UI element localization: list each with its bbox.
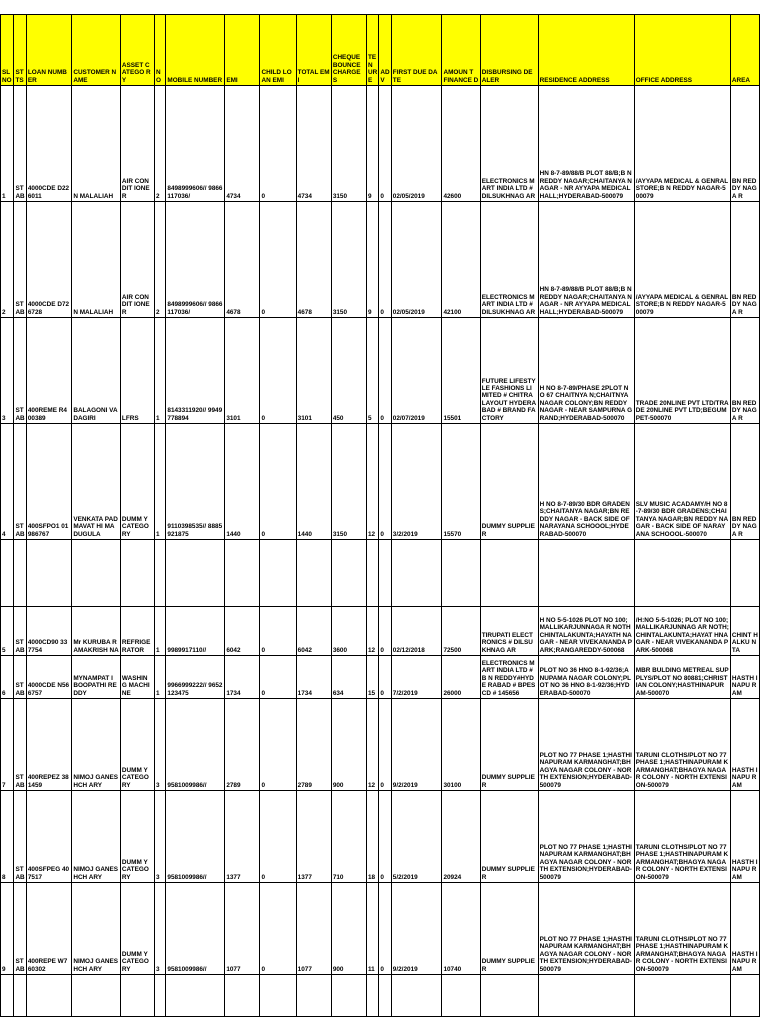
cell-office-address: TARUNI CLOTHS/PLOT NO 77 PHASE 1;HASTHINAPURAM KARMANGHAT;BHAGYA NAGAR COLONY - NORTH EXTENSION-500079 <box>634 791 730 883</box>
cell-residence-address: H NO 8-7-89/30 BDR GRADENS;CHAITANYA NAGAR;BN REDDY NAGAR - BACK SIDE OF NARAYANA SCHOOOL;HYDERABAD-500070 <box>538 424 634 540</box>
cell-customer-name: N MALALIAH <box>72 202 121 318</box>
cell-child-loan-emi: 0 <box>260 202 296 318</box>
cell-asset-category: REFRIGE RATOR <box>120 540 154 656</box>
cell-area: HASTH INAPU RAM <box>730 699 759 791</box>
cell-emi: 1734 <box>225 607 260 699</box>
cell-sl-no: 5 <box>1 540 14 656</box>
cell-loan-number: 4000CDE N566757 <box>26 607 71 699</box>
cell-cheque-bounce-charges: 710 <box>331 791 366 883</box>
cell-sl-no: 1 <box>1 86 14 202</box>
empty-cell <box>634 975 730 1017</box>
cell-customer-name: NIMOJ GANESHCH ARY <box>72 699 121 791</box>
empty-cell <box>379 975 391 1017</box>
cell-mobile-number: 8498999606// 9866117036/ <box>166 86 225 202</box>
empty-cell <box>1 975 14 1017</box>
header-residence-address: RESIDENCE ADDRESS <box>538 15 634 86</box>
cell-total-emi: 1734 <box>296 607 331 699</box>
cell-status: ST AB <box>14 791 26 883</box>
table-row <box>1 86 760 202</box>
cell-asset-category: DUMM Y CATEGO RY <box>120 424 154 540</box>
cell-residence-address: PLOT NO 77 PHASE 1;HASTHINAPURAM KARMANGHAT;BHAGYA NAGAR COLONY - NORTH EXTENSION;HYDERABAD-500079 <box>538 791 634 883</box>
cell-area: CHINT HALKU NTA <box>730 540 759 656</box>
cell-office-address: TRADE 20NLINE PVT LTD/TRADE 20NLINE PVT LTD;BEGUMPET-500070 <box>634 318 730 424</box>
empty-cell <box>72 975 121 1017</box>
header-office-address: OFFICE ADDRESS <box>634 15 730 86</box>
cell-amount-financed: 42600 <box>442 86 480 202</box>
cell-no: 1 <box>155 607 166 699</box>
cell-asset-category: DUMM Y CATEGO RY <box>120 699 154 791</box>
cell-customer-name: N MALALIAH <box>72 86 121 202</box>
cell-child-loan-emi: 0 <box>260 318 296 424</box>
cell-total-emi: 1377 <box>296 791 331 883</box>
cell-amount-financed: 42100 <box>442 202 480 318</box>
cell-amount-financed: 15501 <box>442 318 480 424</box>
empty-cell <box>260 975 296 1017</box>
cell-residence-address: HN 8-7-89/88/B PLOT 88/B;B N REDDY NAGAR;CHAITANYA NAGAR - NR AYYAPA MEDICAL HALL;HYDERABAD-500079 <box>538 86 634 202</box>
header-cheque-bounce-charges: CHEQUE BOUNCE CHARGE S <box>331 15 366 86</box>
empty-cell <box>366 975 378 1017</box>
cell-tenure: 12 <box>366 424 378 540</box>
cell-mobile-number: 9581009986// <box>166 699 225 791</box>
table-row <box>1 424 760 540</box>
cell-office-address: SLV MUSIC ACADAMY/H NO 8-7-89/30 BDR GRADENS;CHAITANYA NAGAR;BN REDDY NAGAR - BACK SIDE OF NARAYANA SCHOOOL-500070 <box>634 424 730 540</box>
cell-customer-name: Mr KURUBA RAMAKRISH NA <box>72 540 121 656</box>
cell-amount-financed: 26000 <box>442 607 480 699</box>
cell-no: 1 <box>155 424 166 540</box>
cell-adv: 0 <box>379 540 391 656</box>
empty-cell <box>538 975 634 1017</box>
empty-cell <box>480 975 538 1017</box>
cell-cheque-bounce-charges: 450 <box>331 318 366 424</box>
cell-amount-financed: 30100 <box>442 699 480 791</box>
header-emi: EMI <box>225 15 260 86</box>
cell-office-address: /AYYAPA MEDICAL & GENRAL STORE;B N REDDY NAGAR-500079 <box>634 86 730 202</box>
cell-total-emi: 2789 <box>296 699 331 791</box>
cell-first-due-date: 9/2/2019 <box>391 699 442 791</box>
cell-loan-number: 400REME R400389 <box>26 318 71 424</box>
cell-cheque-bounce-charges: 634 <box>331 607 366 699</box>
header-sl-no: SL NO <box>1 15 14 86</box>
cell-area: HASTH INAPU RAM <box>730 883 759 975</box>
cell-tenure: 11 <box>366 883 378 975</box>
cell-sl-no: 7 <box>1 699 14 791</box>
cell-no: 1 <box>155 540 166 656</box>
table-row <box>1 883 760 975</box>
cell-area: HASTH INAPU RAM <box>730 791 759 883</box>
cell-loan-number: 4000CDE D226011 <box>26 86 71 202</box>
header-amount-financed: AMOUN T FINANCE D <box>442 15 480 86</box>
cell-mobile-number: 9110398535// 8885921875 <box>166 424 225 540</box>
cell-residence-address: PLOT NO 77 PHASE 1;HASTHINAPURAM KARMANGHAT;BHAGYA NAGAR COLONY - NORTH EXTENSION;HYDERABAD-500079 <box>538 699 634 791</box>
cell-emi: 4734 <box>225 86 260 202</box>
cell-first-due-date: 02/07/2019 <box>391 318 442 424</box>
empty-cell <box>155 975 166 1017</box>
cell-customer-name: NIMOJ GANESHCH ARY <box>72 883 121 975</box>
empty-cell <box>14 975 26 1017</box>
cell-mobile-number: 8143311920// 9949778894 <box>166 318 225 424</box>
header-disbursing-dealer: DISBURSING DEALER <box>480 15 538 86</box>
table-row <box>1 607 760 699</box>
cell-sl-no: 8 <box>1 791 14 883</box>
cell-first-due-date: 02/12/2018 <box>391 540 442 656</box>
cell-first-due-date: 9/2/2019 <box>391 883 442 975</box>
cell-disbursing-dealer: DUMMY SUPPLIER <box>480 699 538 791</box>
cell-cheque-bounce-charges: 3150 <box>331 202 366 318</box>
cell-emi: 6042 <box>225 540 260 656</box>
cell-sl-no: 3 <box>1 318 14 424</box>
cell-office-address: TARUNI CLOTHS/PLOT NO 77 PHASE 1;HASTHINAPURAM KARMANGHAT;BHAGYA NAGAR COLONY - NORTH EXTENSION-500079 <box>634 883 730 975</box>
cell-adv: 0 <box>379 202 391 318</box>
cell-emi: 2789 <box>225 699 260 791</box>
cell-total-emi: 3101 <box>296 318 331 424</box>
cell-mobile-number: 9989917110// <box>166 540 225 656</box>
header-no: N O <box>155 15 166 86</box>
header-row <box>1 15 760 86</box>
cell-status: ST AB <box>14 424 26 540</box>
cell-total-emi: 4678 <box>296 202 331 318</box>
cell-total-emi: 1077 <box>296 883 331 975</box>
cell-amount-financed: 72500 <box>442 540 480 656</box>
cell-tenure: 5 <box>366 318 378 424</box>
cell-adv: 0 <box>379 318 391 424</box>
cell-office-address: MBR BULDING METREAL SUPPLYS/PLOT NO 80881;CHRISTIAN COLONY;HASTHINAPUR AM-500070 <box>634 607 730 699</box>
cell-disbursing-dealer: DUMMY SUPPLIER <box>480 791 538 883</box>
cell-emi: 1377 <box>225 791 260 883</box>
cell-tenure: 12 <box>366 540 378 656</box>
cell-tenure: 18 <box>366 791 378 883</box>
cell-cheque-bounce-charges: 3150 <box>331 86 366 202</box>
cell-emi: 1077 <box>225 883 260 975</box>
cell-status: ST AB <box>14 86 26 202</box>
cell-mobile-number: 9966999222// 9652123475 <box>166 607 225 699</box>
cell-area: HASTH INAPU RAM <box>730 607 759 699</box>
header-tenure: TE N UR E <box>366 15 378 86</box>
cell-office-address: /H:NO 5-5-1026; PLOT NO 100;MALLIKARJUNNAG AR NOTH; CHINTALAKUNTA;HAYAT HNAGAR - NEAR VIVEKANANDA PARK-500068 <box>634 540 730 656</box>
cell-emi: 3101 <box>225 318 260 424</box>
cell-cheque-bounce-charges: 900 <box>331 883 366 975</box>
cell-status: ST AB <box>14 883 26 975</box>
cell-status: ST AB <box>14 699 26 791</box>
cell-amount-financed: 20924 <box>442 791 480 883</box>
cell-status: ST AB <box>14 318 26 424</box>
cell-adv: 0 <box>379 86 391 202</box>
cell-area: BN REDDY NAGA R <box>730 202 759 318</box>
cell-sl-no: 4 <box>1 424 14 540</box>
cell-tenure: 9 <box>366 202 378 318</box>
header-mobile-number: MOBILE NUMBER <box>166 15 225 86</box>
cell-no: 2 <box>155 202 166 318</box>
cell-asset-category: DUMM Y CATEGO RY <box>120 883 154 975</box>
cell-loan-number: 400REPEZ 381459 <box>26 699 71 791</box>
cell-first-due-date: 5/2/2019 <box>391 791 442 883</box>
cell-disbursing-dealer: ELECTRONICS MART INDIA LTD # B N REDDY#HYDE RABAD # BPES CD # 145656 <box>480 607 538 699</box>
table-row <box>1 791 760 883</box>
cell-child-loan-emi: 0 <box>260 540 296 656</box>
cell-status: ST AB <box>14 607 26 699</box>
cell-adv: 0 <box>379 607 391 699</box>
cell-sl-no: 9 <box>1 883 14 975</box>
cell-no: 1 <box>155 318 166 424</box>
cell-loan-number: 4000CD90 337754 <box>26 540 71 656</box>
header-loan-number: LOAN NUMBER <box>26 15 71 86</box>
empty-cell <box>391 975 442 1017</box>
cell-disbursing-dealer: ELECTRONICS MART INDIA LTD # DILSUKHNAG AR <box>480 202 538 318</box>
cell-residence-address: HN 8-7-89/88/B PLOT 88/B;B N REDDY NAGAR;CHAITANYA NAGAR - NR AYYAPA MEDICAL HALL;HYDERABAD-500079 <box>538 202 634 318</box>
table-row <box>1 318 760 424</box>
empty-cell <box>120 975 154 1017</box>
cell-adv: 0 <box>379 883 391 975</box>
header-area: AREA <box>730 15 759 86</box>
cell-disbursing-dealer: ELECTRONICS MART INDIA LTD # DILSUKHNAG AR <box>480 86 538 202</box>
cell-first-due-date: 7/2/2019 <box>391 607 442 699</box>
empty-cell <box>296 975 331 1017</box>
cell-emi: 4678 <box>225 202 260 318</box>
cell-loan-number: 4000CDE D726728 <box>26 202 71 318</box>
cell-loan-number: 400SFPEG 407517 <box>26 791 71 883</box>
cell-cheque-bounce-charges: 900 <box>331 699 366 791</box>
cell-adv: 0 <box>379 424 391 540</box>
cell-disbursing-dealer: FUTURE LIFESTYLE FASHIONS LIMITED # CHITRA LAYOUT HYDERABAD # BRAND FACTORY <box>480 318 538 424</box>
cell-customer-name: MYNAMPAT I BOOPATHI REDDY <box>72 607 121 699</box>
cell-child-loan-emi: 0 <box>260 424 296 540</box>
cell-asset-category: WASHIN G MACHI NE <box>120 607 154 699</box>
cell-child-loan-emi: 0 <box>260 607 296 699</box>
cell-mobile-number: 8498999606// 9866117036/ <box>166 202 225 318</box>
cell-status: ST AB <box>14 540 26 656</box>
cell-loan-number: 400REPE W760302 <box>26 883 71 975</box>
cell-first-due-date: 02/05/2019 <box>391 86 442 202</box>
table-row <box>1 699 760 791</box>
cell-cheque-bounce-charges: 3600 <box>331 540 366 656</box>
cell-mobile-number: 9581009986// <box>166 791 225 883</box>
empty-cell <box>166 975 225 1017</box>
cell-first-due-date: 3/2/2019 <box>391 424 442 540</box>
cell-no: 3 <box>155 791 166 883</box>
header-child-loan-emi: CHILD LOAN EMI <box>260 15 296 86</box>
cell-disbursing-dealer: TIRUPATI ELECTRONICS # DILSUKHNAG AR <box>480 540 538 656</box>
cell-customer-name: VENKATA PADMAVAT HI MADUGULA <box>72 424 121 540</box>
cell-child-loan-emi: 0 <box>260 699 296 791</box>
header-first-due-date: FIRST DUE DATE <box>391 15 442 86</box>
cell-first-due-date: 02/05/2019 <box>391 202 442 318</box>
cell-child-loan-emi: 0 <box>260 86 296 202</box>
cell-child-loan-emi: 0 <box>260 883 296 975</box>
cell-emi: 1440 <box>225 424 260 540</box>
header-status: ST TS <box>14 15 26 86</box>
cell-area: BN REDDY NAGA R <box>730 318 759 424</box>
cell-asset-category: AIR CONDIT IONER <box>120 202 154 318</box>
cell-no: 3 <box>155 883 166 975</box>
empty-cell <box>442 975 480 1017</box>
cell-residence-address: H NO 5-5-1026 PLOT NO 100;MALLIKARJUNNAGA R NOTH CHINTALAKUNTA;HAYATH NAGAR - NEAR VIVEKANANDA PARK;RANGAREDDY-500068 <box>538 540 634 656</box>
cell-cheque-bounce-charges: 3150 <box>331 424 366 540</box>
cell-residence-address: H NO 8-7-89/PHASE 2PLOT NO 67 CHAITNYA N;CHAITNYA NAGAR COLONY;BN REDDY NAGAR - NEAR SAMPURNA GRAND;HYDERABAD-500070 <box>538 318 634 424</box>
cell-area: BN REDDY NAGA R <box>730 424 759 540</box>
empty-cell <box>730 975 759 1017</box>
table-row <box>1 202 760 318</box>
header-customer-name: CUSTOMER NAME <box>72 15 121 86</box>
cell-tenure: 15 <box>366 607 378 699</box>
cell-disbursing-dealer: DUMMY SUPPLIER <box>480 883 538 975</box>
empty-cell <box>225 975 260 1017</box>
cell-customer-name: NIMOJ GANESHCH ARY <box>72 791 121 883</box>
cell-customer-name: BALAGONI VADAGIRI <box>72 318 121 424</box>
cell-sl-no: 6 <box>1 607 14 699</box>
cell-total-emi: 1440 <box>296 424 331 540</box>
cell-asset-category: AIR CONDIT IONER <box>120 86 154 202</box>
header-total-emi: TOTAL EMI <box>296 15 331 86</box>
header-adv: AD V <box>379 15 391 86</box>
cell-amount-financed: 10740 <box>442 883 480 975</box>
cell-office-address: /AYYAPA MEDICAL & GENRAL STORE;B N REDDY NAGAR-500079 <box>634 202 730 318</box>
table-row-empty <box>1 975 760 1017</box>
cell-mobile-number: 9581009986// <box>166 883 225 975</box>
cell-tenure: 12 <box>366 699 378 791</box>
cell-child-loan-emi: 0 <box>260 791 296 883</box>
empty-cell <box>331 975 366 1017</box>
cell-adv: 0 <box>379 699 391 791</box>
header-asset-category: ASSET CATEGO RY <box>120 15 154 86</box>
cell-tenure: 9 <box>366 86 378 202</box>
cell-loan-number: 400SFPO1 01986767 <box>26 424 71 540</box>
cell-office-address: TARUNI CLOTHS/PLOT NO 77 PHASE 1;HASTHINAPURAM KARMANGHAT;BHAGYA NAGAR COLONY - NORTH EXTENSION-500079 <box>634 699 730 791</box>
cell-disbursing-dealer: DUMMY SUPPLIER <box>480 424 538 540</box>
cell-total-emi: 4734 <box>296 86 331 202</box>
empty-cell <box>26 975 71 1017</box>
cell-asset-category: DUMM Y CATEGO RY <box>120 791 154 883</box>
cell-status: ST AB <box>14 202 26 318</box>
cell-total-emi: 6042 <box>296 540 331 656</box>
cell-adv: 0 <box>379 791 391 883</box>
cell-asset-category: LFRS <box>120 318 154 424</box>
cell-area: BN REDDY NAGA R <box>730 86 759 202</box>
cell-residence-address: PLOT NO 36 HNO 8-1-92/36;ANUPAMA NAGAR COLONY;PLOT NO 36 HNO 8-1-92/36;HYDERABAD-500070 <box>538 607 634 699</box>
loan-table-2 <box>0 606 760 1017</box>
loan-table-1 <box>0 14 760 656</box>
cell-amount-financed: 15570 <box>442 424 480 540</box>
cell-sl-no: 2 <box>1 202 14 318</box>
cell-residence-address: PLOT NO 77 PHASE 1;HASTHINAPURAM KARMANGHAT;BHAGYA NAGAR COLONY - NORTH EXTENSION;HYDERABAD-500079 <box>538 883 634 975</box>
cell-no: 3 <box>155 699 166 791</box>
cell-no: 2 <box>155 86 166 202</box>
